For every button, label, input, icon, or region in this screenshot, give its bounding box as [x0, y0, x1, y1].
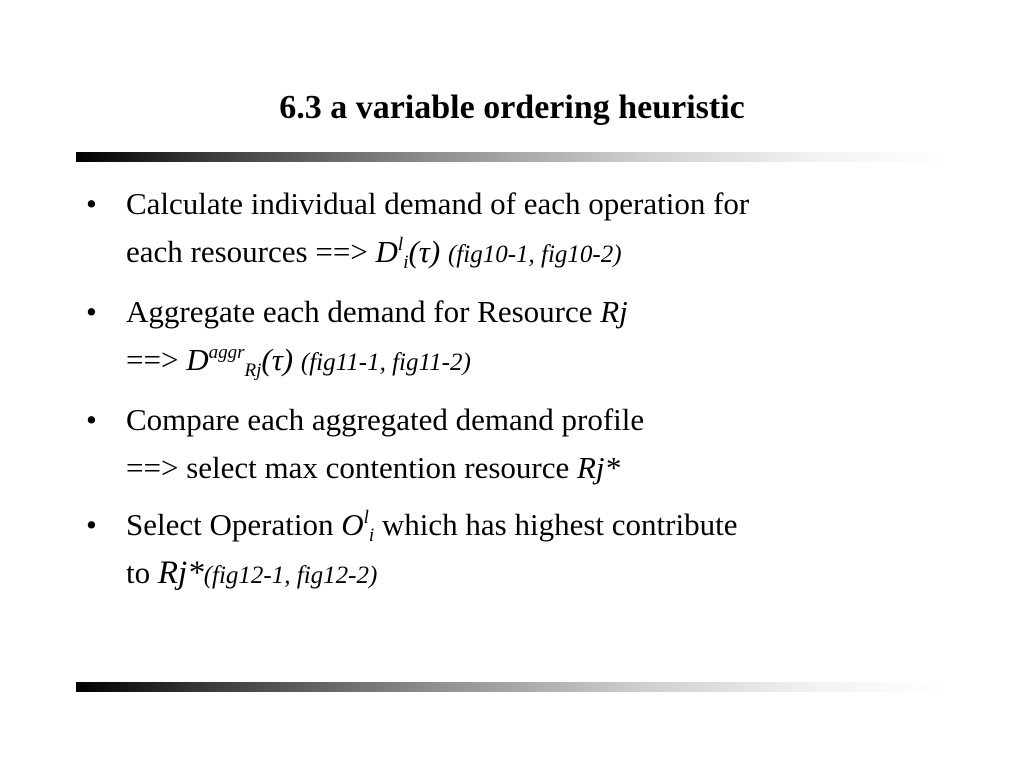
bullet-text: ==>: [126, 342, 187, 377]
bullet-item-compare-profiles: [86, 396, 946, 492]
math-argument: (τ): [408, 234, 441, 269]
bullet-line: [126, 501, 946, 549]
bullet-dot-icon: •: [86, 186, 97, 221]
variable-name: Rj*: [157, 555, 204, 591]
bullet-dot-icon: •: [86, 294, 97, 329]
math-symbol: O: [341, 507, 364, 542]
bullet-text: each resources ==>: [126, 234, 376, 269]
math-symbol: D: [186, 342, 209, 377]
math-superscript: l: [397, 234, 404, 255]
variable-name: Rj*: [576, 450, 621, 485]
bullet-dot-icon: •: [86, 402, 97, 437]
math-superscript: aggr: [208, 342, 245, 363]
figure-reference: (fig10-1, fig10-2): [447, 241, 622, 268]
top-divider: [76, 152, 950, 162]
variable-name: Rj: [600, 294, 628, 329]
bullet-text: Select Operation: [126, 507, 342, 542]
bullet-line: [126, 444, 946, 492]
bullet-line: [126, 549, 946, 600]
math-argument: (τ): [261, 342, 294, 377]
bullet-dot-icon: •: [86, 507, 97, 542]
math-subscript: Rj: [244, 360, 262, 381]
math-subscript: i: [368, 525, 375, 546]
bullet-text: ==> select max contention resource: [126, 450, 577, 485]
figure-reference: (fig12-1, fig12-2): [203, 562, 378, 589]
math-subscript: i: [403, 252, 409, 273]
math-symbol: D: [375, 234, 398, 269]
bullet-list: [86, 180, 946, 609]
bullet-item-aggregate-demand: [86, 288, 946, 387]
bullet-line: Compare each aggregated demand profile: [126, 402, 645, 437]
bullet-line: Calculate individual demand of each operation for: [126, 186, 750, 221]
bullet-item-select-operation: [86, 501, 946, 600]
figure-reference: (fig11-1, fig11-2): [300, 349, 471, 376]
slide-title: 6.3 a variable ordering heuristic: [279, 89, 745, 126]
bullet-text: to: [126, 555, 158, 590]
bottom-divider: [76, 682, 950, 692]
bullet-text: Aggregate each demand for Resource: [126, 294, 601, 329]
bullet-text: which has highest contribute: [374, 507, 738, 542]
math-superscript: l: [363, 507, 369, 528]
bullet-item-individual-demand: [86, 180, 946, 279]
bullet-line: [126, 228, 946, 279]
bullet-line: [126, 288, 946, 336]
bullet-line: [126, 336, 946, 387]
